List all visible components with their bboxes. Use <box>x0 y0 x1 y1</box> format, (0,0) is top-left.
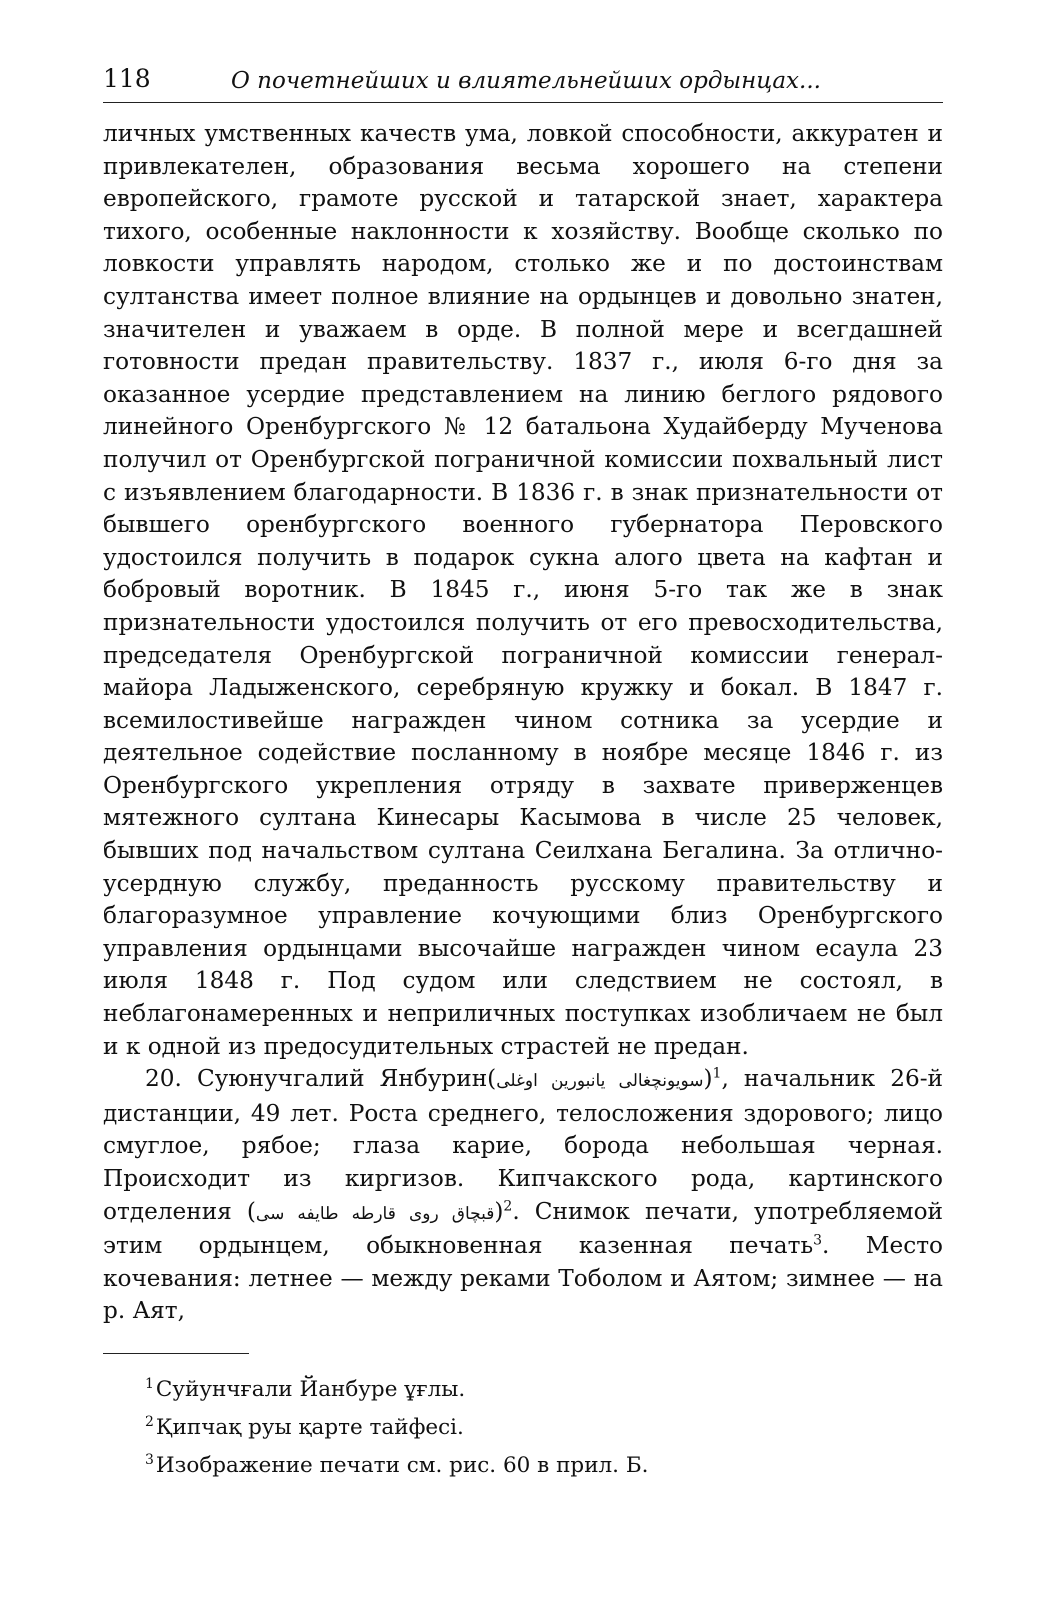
footnote-text: Изображение печати см. рис. 60 в прил. Б. <box>155 1453 649 1478</box>
entry-20-description: , начальник 26-й дистанции, 49 лет. Роста среднего, телосложения здорового; лицо смуглое, рябое; глаза карие, борода небольшая черная. Происходит из киргизов. Кипчакского рода, картинского отделения ( <box>103 1065 943 1225</box>
entry-20-seal: . Снимок печати, употребляемой этим ордынцем, обыкновенная казенная печать <box>103 1197 943 1260</box>
footnote-2 <box>145 1406 925 1444</box>
entry-20-intro: 20. Суюнучгалий Янбурин( <box>145 1065 497 1093</box>
footnote-ref-1[interactable]: 1 <box>712 1065 722 1082</box>
footnote-number: 2 <box>145 1414 154 1430</box>
page-number: 118 <box>103 64 151 93</box>
footnote-ref-3[interactable]: 3 <box>813 1232 823 1249</box>
footnotes <box>145 1368 925 1482</box>
footnote-text: Суйунчғали Йанбуре ұғлы. <box>155 1377 466 1402</box>
paragraph-continued: личных умственных качеств ума, ловкой способности, аккуратен и привлекателен, образования весьма хорошего на степени европейского, грамоте русской и татарской знает, характера тихого, особенные наклонности к хозяйству. Вообще сколько по ловкости управлять народом, столько же и по достоинствам султанства имеет полное влияние на ордынцев и довольно знатен, значителен и уважаем в орде. В полной мере и всегдашней готовности предан правительству. 1837 г., июля 6-го дня за оказанное усердие представлением на линию беглого рядового линейного Оренбургского № 12 батальона Худайберду Мученова получил от Оренбургской пограничной комиссии похвальный лист с изъявлением благодарности. В 1836 г. в знак признательности от бывшего оренбургского военного губернатора Перовского удостоился получить в подарок сукна алого цвета на кафтан и бобровый воротник. В 1845 г., июня 5-го так же в знак признательности удостоился получить от его превосходительства, председателя Оренбургской пограничной комиссии генерал-майора Ладыженского, серебряную кружку и бокал. В 1847 г. всемилостивейше награжден чином сотника за усердие и деятельное содействие посланному в ноябре месяце 1846 г. из Оренбургского укрепления отряду в захвате приверженцев мятежного султана Кинесары Касымова в числе 25 человек, бывших под начальством султана Сеилхана Бегалина. За отлично-усердную службу, преданность русскому правительству и благоразумное управление кочующими близ Оренбургского управления ордынцами высочайше награжден чином есаула 23 июля 1848 г. Под судом или следствием не состоял, в неблагонамеренных и неприличных поступках изобличаем не был и к одной из предосудительных страстей не предан. <box>103 120 943 1060</box>
footnote-number: 3 <box>145 1452 154 1468</box>
footnote-1 <box>145 1368 925 1406</box>
paragraph-entry-20 <box>103 1063 943 1328</box>
arabic-clan: قبچاق روى قارطه طايفه سى <box>255 1203 495 1224</box>
arabic-name: سويونچغالى يانبورين اوغلى <box>496 1071 704 1092</box>
footnote-ref-2[interactable]: 2 <box>503 1197 513 1214</box>
running-title: О почетнейших и влиятельнейших ордынцах... <box>231 68 821 94</box>
entry-20-paren-close: ) <box>703 1065 713 1093</box>
footnote-number: 1 <box>145 1376 154 1392</box>
footnote-text: Қипчақ руы қарте тайфесі. <box>155 1415 464 1440</box>
entry-20-paren-close-2: ) <box>494 1197 504 1225</box>
entry-20-nomadic-place: . Место кочевания: летнее — между реками Тоболом и Аятом; зимнее — на р. Аят, <box>103 1232 943 1325</box>
main-text <box>103 118 943 1328</box>
footnote-3 <box>145 1444 925 1482</box>
footnote-divider <box>103 1353 249 1354</box>
running-header <box>103 62 943 103</box>
